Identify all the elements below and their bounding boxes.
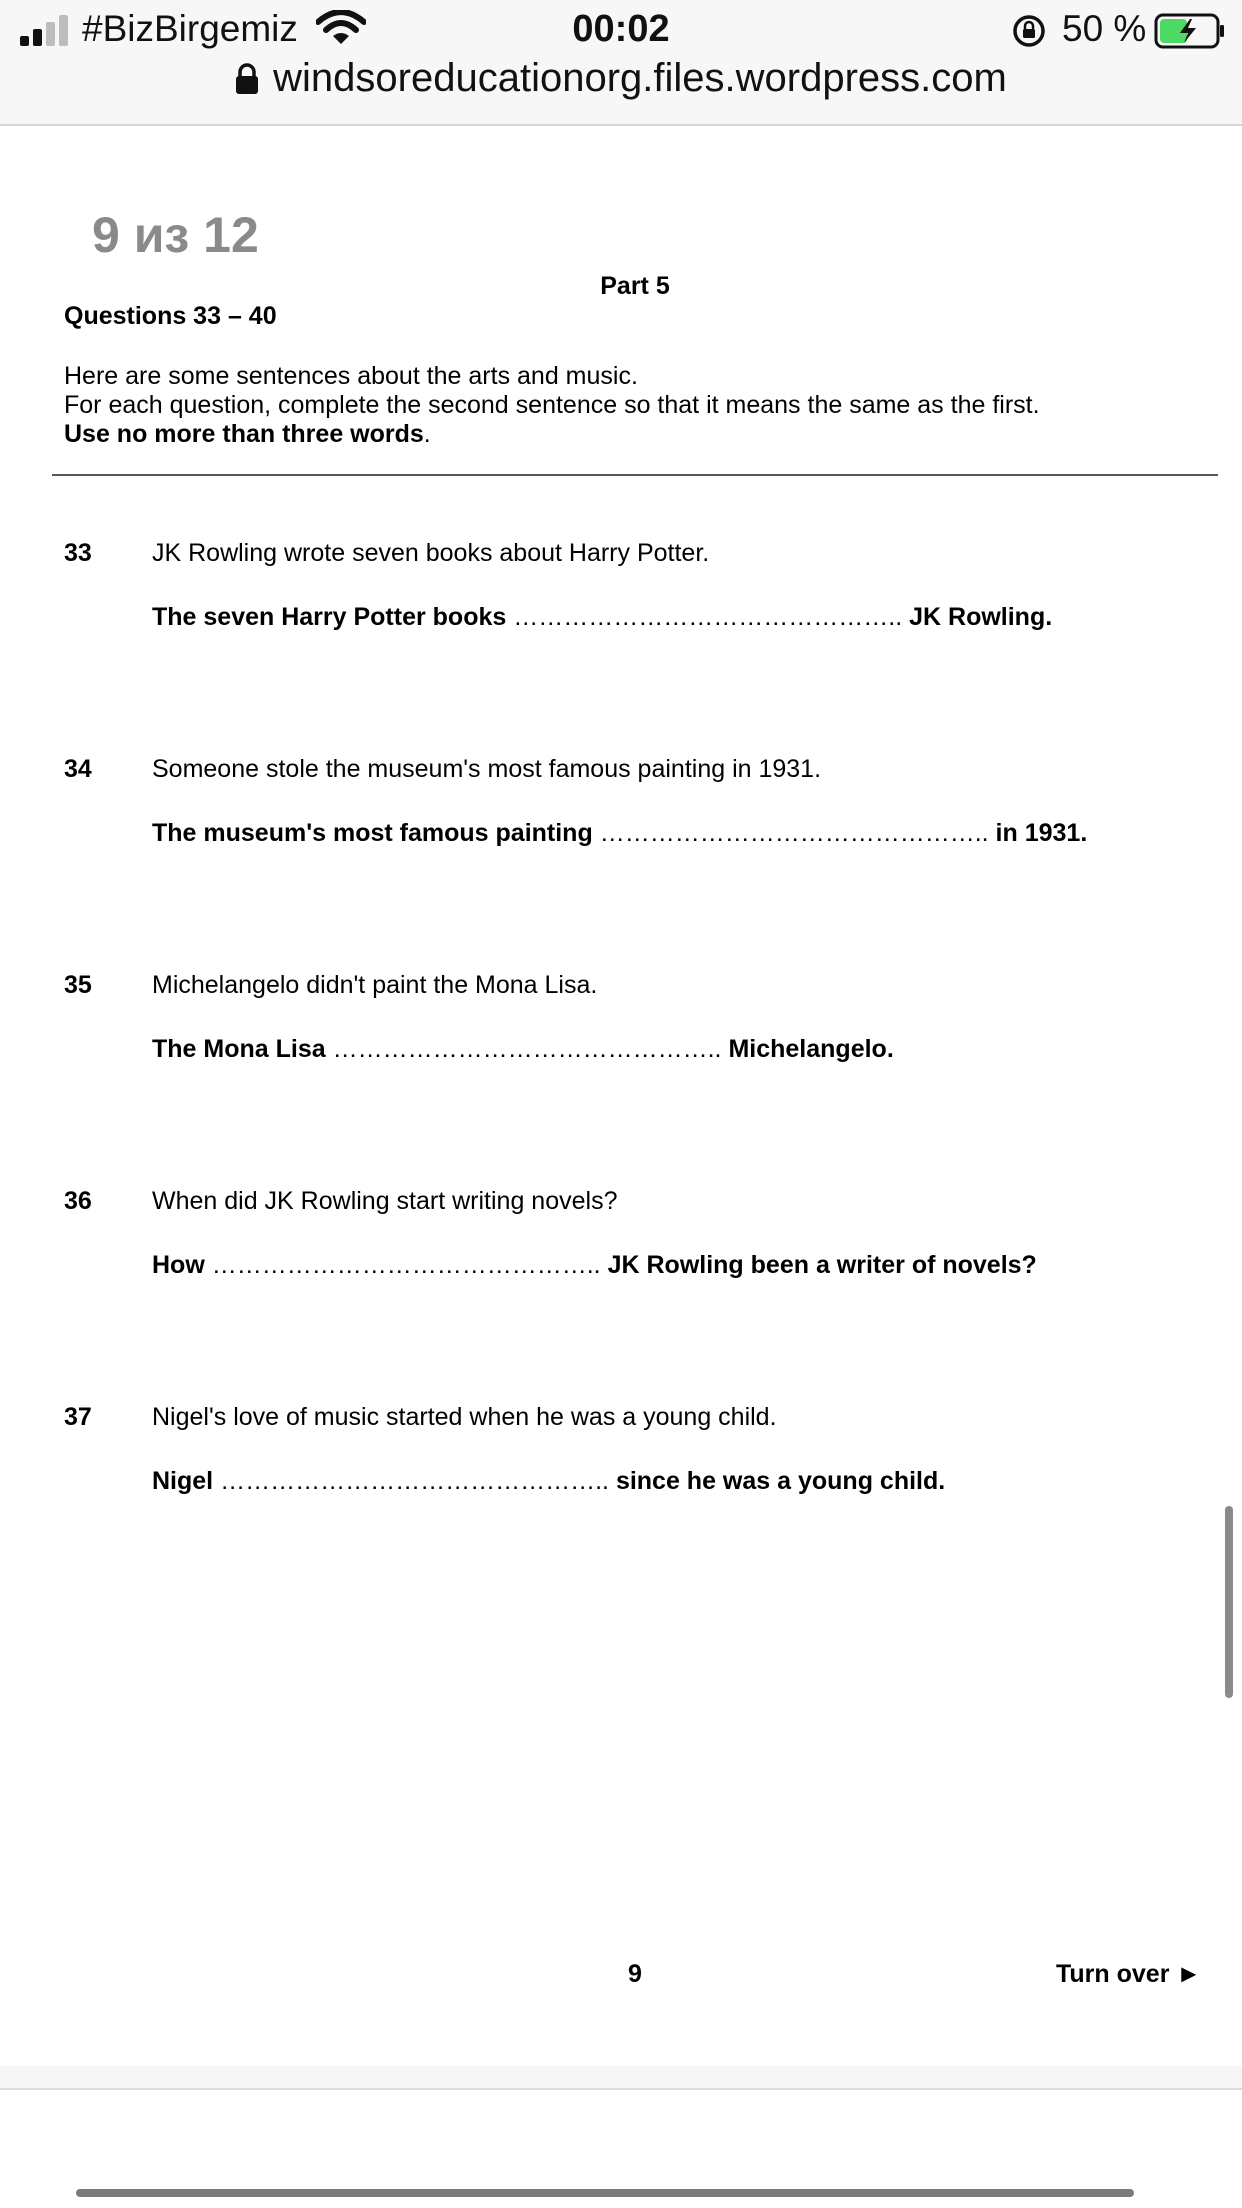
carrier-name: #BizBirgemiz xyxy=(82,8,298,49)
question-prompt xyxy=(152,819,1087,848)
pdf-page xyxy=(0,126,1242,2066)
turn-over-label: Turn over ► xyxy=(1056,1960,1202,1988)
prompt-end: Michelangelo. xyxy=(728,1035,894,1063)
prompt-end: in 1931. xyxy=(995,819,1088,847)
lock-icon xyxy=(235,63,259,95)
instructions xyxy=(64,362,1040,449)
status-time: 00:02 xyxy=(572,8,670,50)
instruction-period: . xyxy=(423,420,431,448)
battery-icon xyxy=(1154,13,1226,49)
status-bar xyxy=(0,0,1242,60)
question-sentence: When did JK Rowling start writing novels? xyxy=(152,1187,618,1215)
answer-blank: ……………………………………….. xyxy=(220,1467,609,1495)
question-number: 33 xyxy=(64,539,92,567)
address-bar[interactable] xyxy=(0,56,1242,108)
part-title: Part 5 xyxy=(600,272,670,300)
url-text[interactable]: windsoreducationorg.files.wordpress.com xyxy=(273,56,1007,100)
question-prompt xyxy=(152,1035,894,1064)
home-indicator[interactable] xyxy=(76,2189,1134,2197)
instruction-bold: Use no more than three words xyxy=(64,420,424,448)
question-number: 35 xyxy=(64,971,92,999)
prompt-start: The seven Harry Potter books xyxy=(152,603,507,631)
question-sentence: Someone stole the museum's most famous painting in 1931. xyxy=(152,755,822,783)
page-indicator: 9 из 12 xyxy=(92,207,259,263)
answer-blank: ……………………………………….. xyxy=(599,819,989,847)
question-prompt xyxy=(152,1251,1037,1280)
page-number: 9 xyxy=(628,1960,642,1988)
rotation-lock-icon xyxy=(1012,14,1046,48)
scrollbar-thumb[interactable] xyxy=(1225,1506,1233,1698)
prompt-start: The Mona Lisa xyxy=(152,1035,326,1063)
prompt-start: The museum's most famous painting xyxy=(152,819,593,847)
divider xyxy=(52,474,1218,476)
question-number: 34 xyxy=(64,755,92,783)
instruction-line: For each question, complete the second sentence so that it means the same as the first. xyxy=(64,391,1040,419)
battery-percent: 50 % xyxy=(1062,8,1147,49)
question-prompt xyxy=(152,1467,945,1496)
prompt-end: JK Rowling. xyxy=(909,603,1053,631)
prompt-start: How xyxy=(152,1251,205,1279)
instruction-line: Here are some sentences about the arts and music. xyxy=(64,362,638,390)
answer-blank: ……………………………………….. xyxy=(513,603,903,631)
question-sentence: Michelangelo didn't paint the Mona Lisa. xyxy=(152,971,598,999)
answer-blank: ……………………………………….. xyxy=(332,1035,722,1063)
question-sentence: JK Rowling wrote seven books about Harry Potter. xyxy=(152,539,710,567)
prompt-end: JK Rowling been a writer of novels? xyxy=(607,1251,1037,1279)
instruction-line xyxy=(64,420,1040,449)
answer-blank: ……………………………………….. xyxy=(211,1251,601,1279)
question-number: 36 xyxy=(64,1187,92,1215)
browser-top-bar xyxy=(0,0,1242,126)
prompt-start: Nigel xyxy=(152,1467,214,1495)
question-sentence: Nigel's love of music started when he was a young child. xyxy=(152,1403,777,1431)
questions-range: Questions 33 – 40 xyxy=(64,302,277,330)
prompt-end: since he was a young child. xyxy=(615,1467,946,1495)
question-number: 37 xyxy=(64,1403,92,1431)
question-prompt xyxy=(152,603,1052,632)
